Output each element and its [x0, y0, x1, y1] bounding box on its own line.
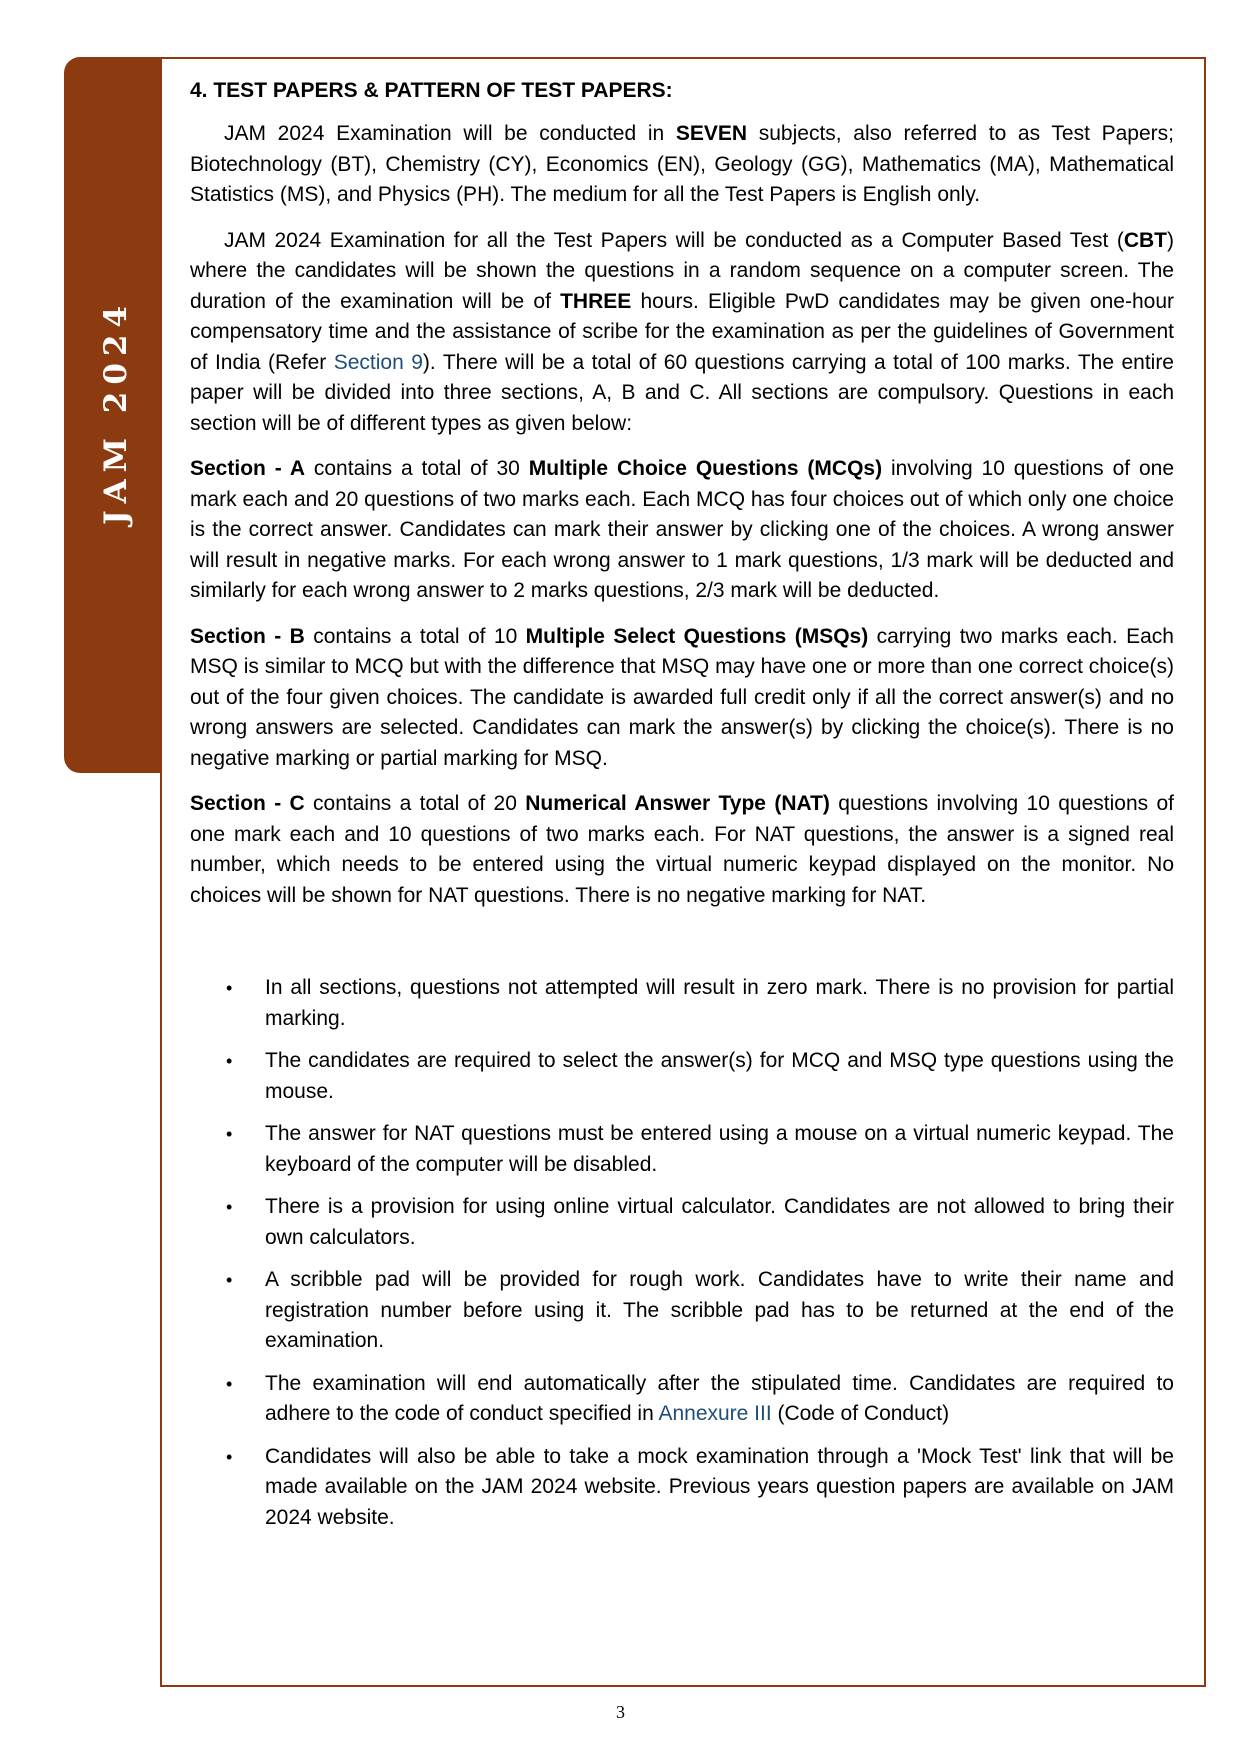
section-9-link[interactable]: Section 9	[333, 350, 423, 374]
bullet-icon: •	[226, 1124, 233, 1144]
list-item	[190, 1192, 1174, 1253]
list-item-text: In all sections, questions not attempted will result in zero mark. There is no provision for partial marking.	[265, 976, 1174, 1030]
list-item-text: Candidates will also be able to take a mock examination through a 'Mock Test' link that will be made available on the JAM 2024 website. Previous years question papers are available on JAM 2024 website.	[265, 1444, 1174, 1529]
text-run: ). There will be a total of 60 questions carrying a total of 100 marks. The entire paper will be divided into three sections, A, B and C. All sections are compulsory. Questions in each section will be of different types as given below:	[190, 350, 1174, 435]
bullet-icon: •	[226, 1446, 233, 1467]
text-run: hours. Eligible PwD candidates may be given one-hour compensatory time and the assistance of scribe for the examination as per the guidelines of Government of India (Refer	[190, 289, 1174, 374]
list-item	[190, 973, 1174, 1034]
list-item-text: There is a provision for using online virtual calculator. Candidates are not allowed to bring their own calculators.	[265, 1195, 1174, 1249]
list-item	[190, 1265, 1174, 1357]
list-item-text: The examination will end automatically after the stipulated time. Candidates are required to adhere to the code of conduct specified in	[265, 1371, 1174, 1425]
bullet-icon: •	[226, 1051, 233, 1071]
bullet-icon: •	[226, 1197, 233, 1217]
page-content	[190, 76, 1174, 1545]
text-run: contains a total of 20	[304, 792, 526, 815]
section-b-label: Section - B	[190, 624, 305, 648]
text-run: JAM 2024 Examination will be conducted in	[224, 122, 676, 145]
text-run: involving 10 questions of one mark each and 20 questions of two marks each. Each MCQ has four choices out of which only one choice is the correct answer. Candidates can mark their answer by clicking one of the choices. A wrong answer will result in negative marks. For each wrong answer to 1 mark questions, 1/3 mark will be deducted and similarly for each wrong answer to 2 marks questions, 2/3 mark will be deducted.	[190, 457, 1174, 602]
text-run: carrying two marks each. Each MSQ is similar to MCQ but with the difference that MSQ may have one or more than one correct choice(s) out of the four given choices. The candidate is awarded full credit only if all the correct answer(s) and no wrong answers are selected. Candidates can mark the answer(s) by clicking the choice(s). There is no negative marking or partial marking for MSQ.	[190, 624, 1174, 770]
list-item-text: The candidates are required to select the answer(s) for MCQ and MSQ type questions using the mouse.	[265, 1049, 1174, 1103]
text-run: JAM 2024 Examination for all the Test Papers will be conducted as a Computer Based Test (	[224, 228, 1124, 252]
bullet-icon: •	[226, 1270, 233, 1290]
text-run: contains a total of 10	[304, 624, 526, 648]
paragraph-section-a	[190, 454, 1174, 607]
bold-text: Numerical Answer Type (NAT)	[525, 792, 830, 815]
page-number: 3	[616, 1702, 625, 1722]
bullet-icon: •	[226, 978, 233, 998]
bold-text: Multiple Select Questions (MSQs)	[525, 624, 869, 648]
list-item	[190, 1046, 1174, 1107]
paragraph-section-b	[190, 622, 1174, 775]
list-item-text: The answer for NAT questions must be entered using a mouse on a virtual numeric keypad. The keyboard of the computer will be disabled.	[265, 1122, 1174, 1176]
paragraph-subjects	[190, 119, 1174, 211]
bold-text: Multiple Choice Questions (MCQs)	[528, 457, 883, 480]
text-run: questions involving 10 questions of one mark each and 10 questions of two marks each. For NAT questions, the answer is a signed real number, which needs to be entered using the virtual numeric keypad displayed on the monitor. No choices will be shown for NAT questions. There is no negative marking for NAT.	[190, 792, 1175, 907]
paragraph-cbt	[190, 226, 1174, 440]
section-a-label: Section - A	[190, 457, 305, 480]
section-heading: 4. TEST PAPERS & PATTERN OF TEST PAPERS:	[190, 79, 673, 102]
text-run: subjects, also referred to as Test Papers; Biotechnology (BT), Chemistry (CY), Economics (EN), Geology (GG), Mathematics (MA), Mathematical Statistics (MS), and Physics (PH). The medium for all the Test Papers is English only.	[190, 122, 1174, 206]
list-item	[190, 1442, 1174, 1534]
bold-text: SEVEN	[675, 122, 748, 145]
list-item-text: (Code of Conduct)	[771, 1402, 950, 1425]
annexure-iii-link[interactable]: Annexure III	[658, 1402, 772, 1425]
text-run: contains a total of 30	[305, 457, 529, 480]
paragraph-section-c	[190, 789, 1174, 911]
list-item	[190, 1369, 1174, 1430]
list-item-text: A scribble pad will be provided for rough work. Candidates have to write their name and registration number before using it. The scribble pad has to be returned at the end of the examination.	[265, 1268, 1174, 1352]
bullet-list	[190, 973, 1174, 1533]
section-c-label: Section - C	[190, 792, 305, 815]
text-run: ) where the candidates will be shown the questions in a random sequence on a computer screen. The duration of the examination will be of	[190, 228, 1174, 313]
bold-text: CBT	[1123, 228, 1167, 252]
bullet-icon: •	[226, 1373, 233, 1394]
bold-text: THREE	[560, 289, 632, 313]
list-item	[190, 1119, 1174, 1180]
side-label: JAM 2024	[98, 298, 134, 526]
